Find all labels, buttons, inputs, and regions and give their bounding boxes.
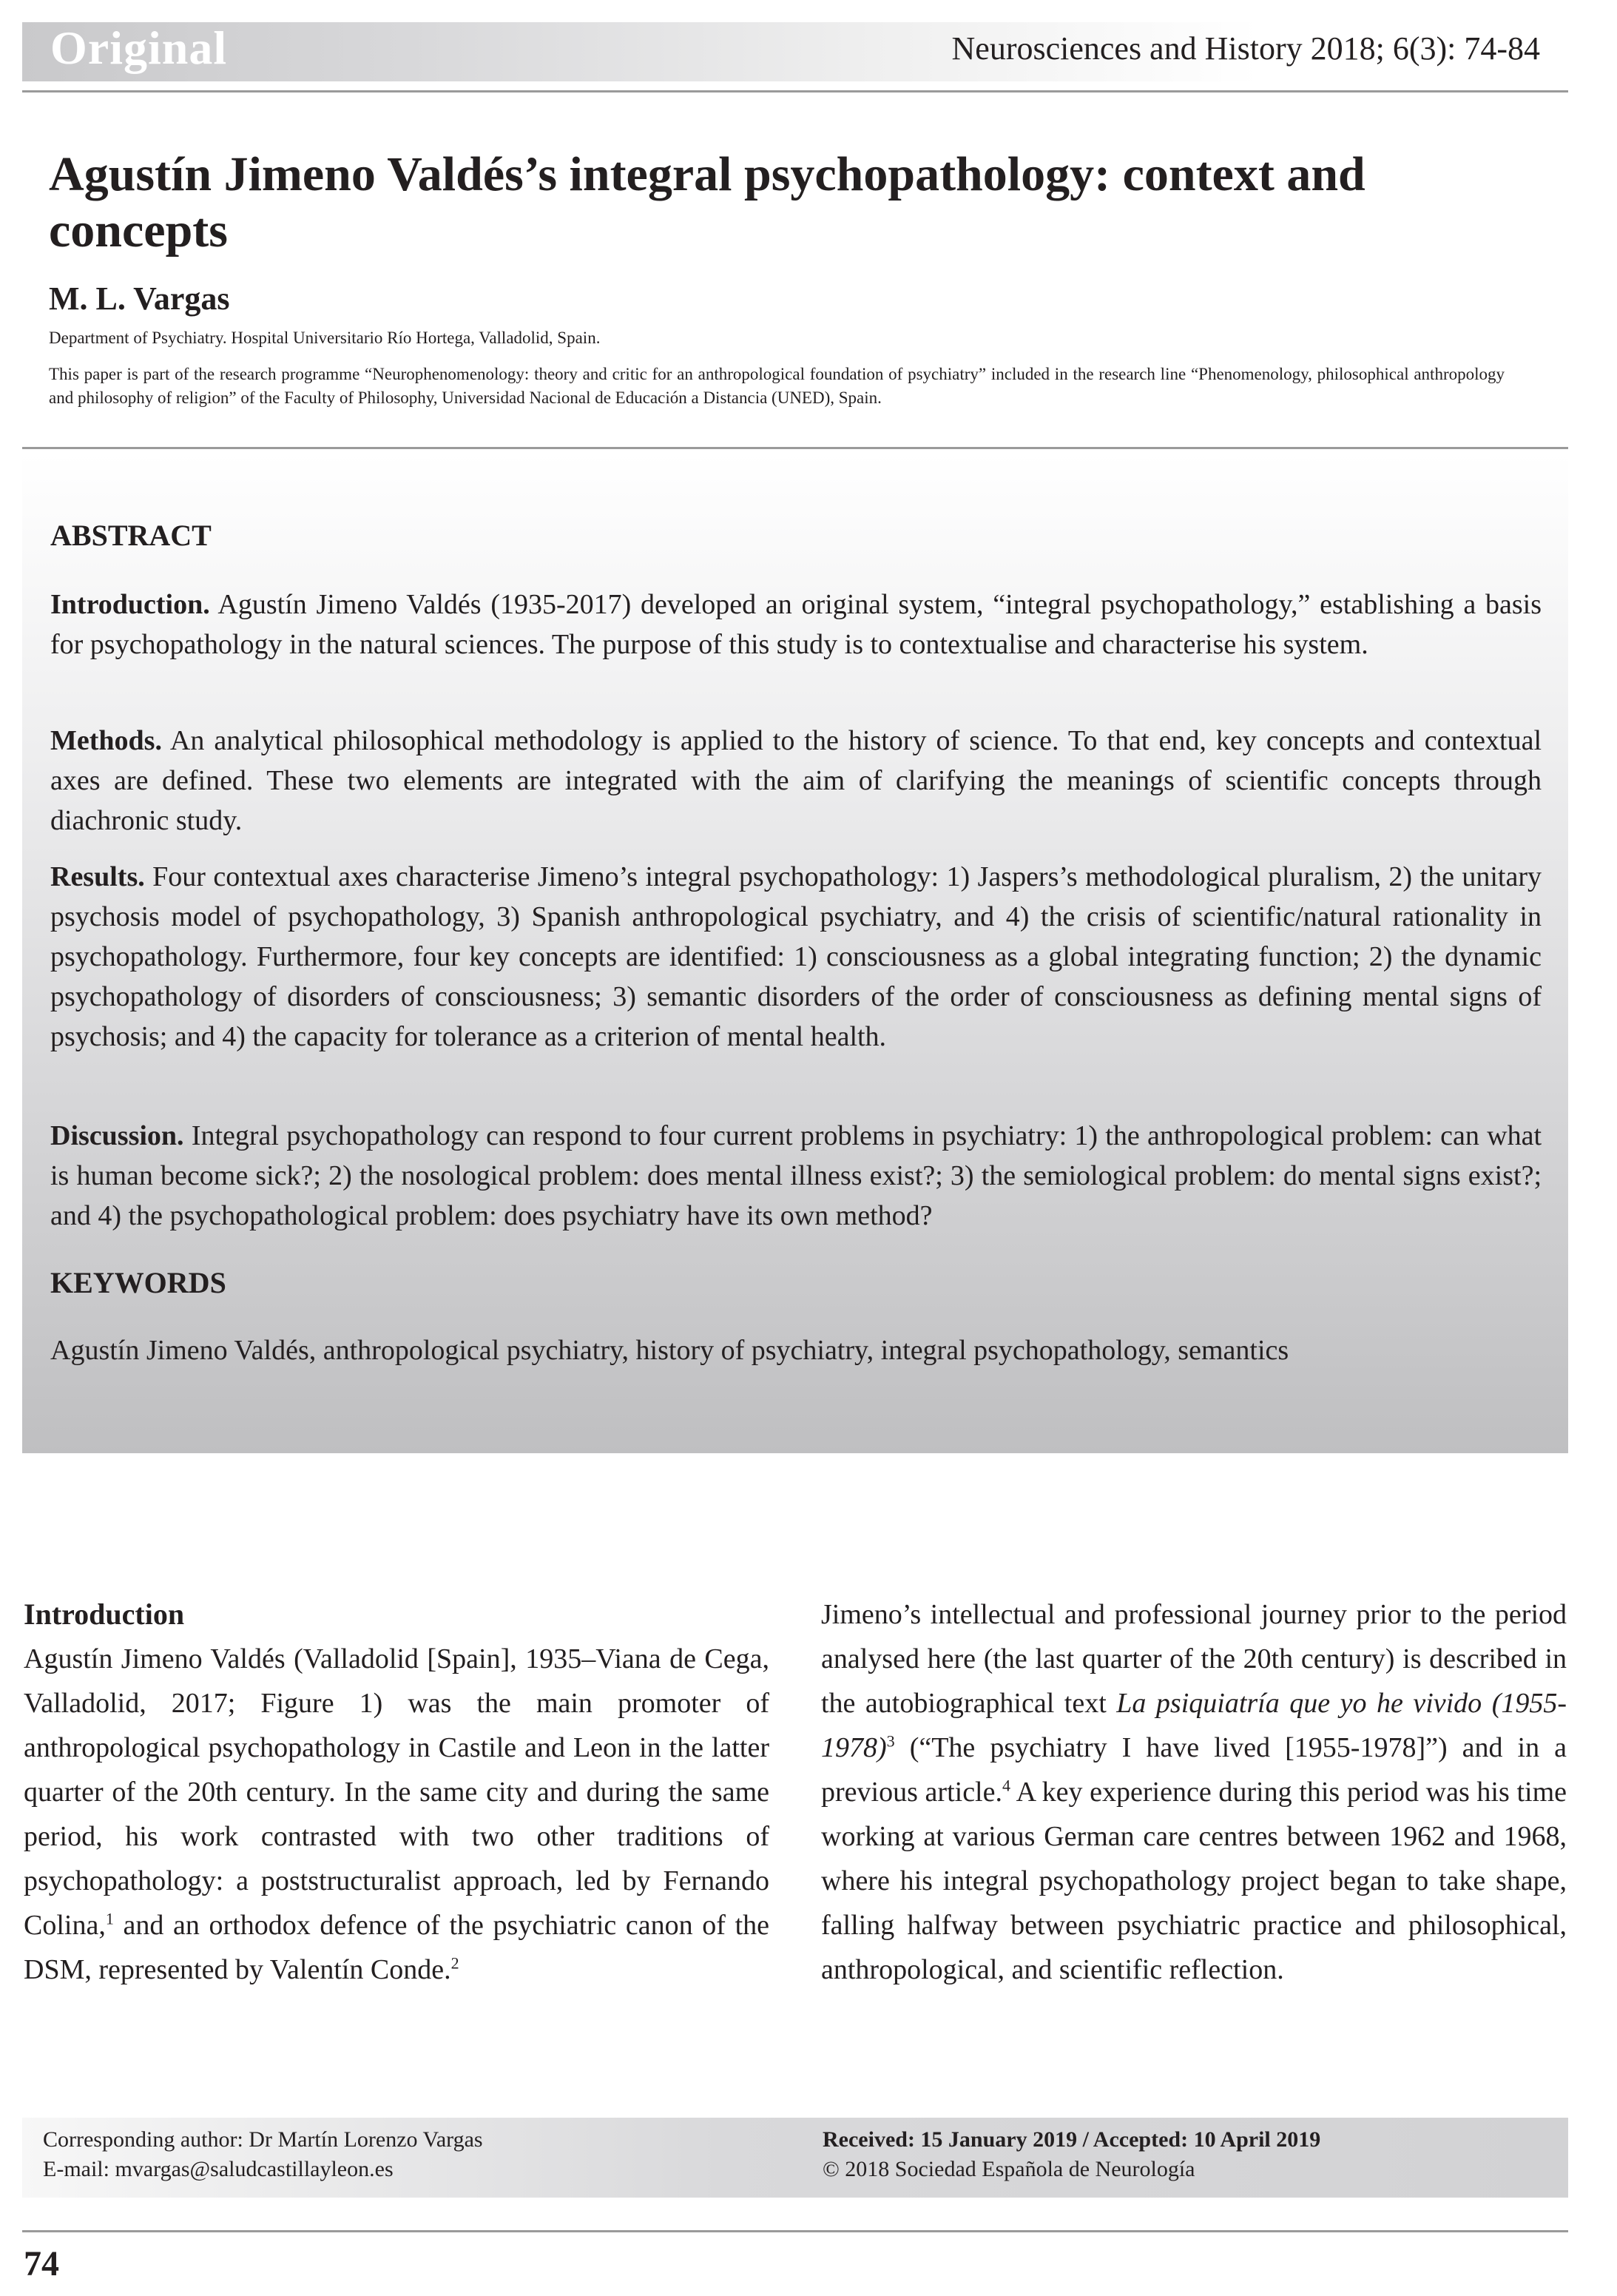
corresponding-author-block bbox=[43, 2125, 483, 2184]
abstract-methods-label: Methods. bbox=[50, 725, 162, 756]
reference-marker[interactable]: 1 bbox=[105, 1909, 114, 1928]
article-type-tag: Original bbox=[50, 21, 228, 74]
divider bbox=[22, 2230, 1568, 2232]
author-name: M. L. Vargas bbox=[49, 280, 230, 317]
programme-note: This paper is part of the research programme “Neurophenomenology: theory and critic for an anthropological foundation of psychiatry” included in the research line “Phenomenology, philosophical anthropology and philosophy of religion” of the Faculty of Philosophy, Universidad Nacional de Educación a Distancia (UNED), Spain. bbox=[49, 365, 1505, 407]
body-text: Agustín Jimeno Valdés (Valladolid [Spain], 1935–Viana de Cega, Valladolid, 2017; Figure 1) was the main promoter of anthropological psychopathology in Castile and Leon in the latter quarter of the 20th century. In the same city and during the same period, his work contrasted with two other traditions of psychopathology: a poststructuralist approach, led by Fernando Colina, bbox=[24, 1643, 769, 1941]
abstract-methods-text: An analytical philosophical methodology is applied to the history of science. To that end, key concepts and contextual axes are defined. These two elements are integrated with the aim of clarifying the meanings of scientific concepts through diachronic study. bbox=[50, 725, 1542, 836]
body-text: A key experience during this period was his time working at various German care centres between 1962 and 1968, where his integral psychopathology project began to take shape, falling halfway between psychiatric practice and philosophical, anthropological, and scientific reflection. bbox=[821, 1777, 1567, 1985]
body-paragraph bbox=[821, 1592, 1567, 1992]
corresponding-author: Corresponding author: Dr Martín Lorenzo Vargas bbox=[43, 2127, 483, 2152]
received-accepted-dates: Received: 15 January 2019 / Accepted: 10 April 2019 bbox=[823, 2127, 1321, 2152]
copyright-notice: © 2018 Sociedad Española de Neurología bbox=[823, 2157, 1195, 2181]
body-column-left bbox=[24, 1592, 769, 1992]
body-paragraph bbox=[24, 1637, 769, 1992]
abstract-results-text: Four contextual axes characterise Jimeno’s integral psychopathology: 1) Jaspers’s methodological pluralism, 2) the unitary psychosis model of psychopathology, 3) Spanish anthropological psychiatry, and 4) the crisis of scientific/natural rationality in psychopathology. Furthermore, four key concepts are identified: 1) consciousness as a global integrating function; 2) the dynamic psychopathology of disorders of consciousness; 3) semantic disorders of the order of consciousness as defining mental signs of psychosis; and 4) the capacity for tolerance as a criterion of mental health. bbox=[50, 861, 1542, 1052]
page-number: 74 bbox=[24, 2244, 59, 2283]
abstract-methods bbox=[50, 721, 1542, 841]
keywords-heading: KEYWORDS bbox=[50, 1266, 226, 1299]
author-affiliation: Department of Psychiatry. Hospital Universitario Río Hortega, Valladolid, Spain. bbox=[49, 329, 601, 347]
abstract-intro-text: Agustín Jimeno Valdés (1935-2017) developed an original system, “integral psychopathology,” establishing a basis for psychopathology in the natural sciences. The purpose of this study is to contextualise and characterise his system. bbox=[50, 589, 1542, 660]
abstract-heading: ABSTRACT bbox=[50, 519, 212, 552]
article-title: Agustín Jimeno Valdés’s integral psychopathology: context and concepts bbox=[49, 147, 1365, 257]
reference-marker[interactable]: 2 bbox=[450, 1953, 459, 1973]
reference-marker[interactable]: 4 bbox=[1002, 1776, 1010, 1795]
divider bbox=[22, 447, 1568, 449]
abstract-intro-label: Introduction. bbox=[50, 589, 210, 620]
author-email[interactable]: E-mail: mvargas@saludcastillayleon.es bbox=[43, 2157, 394, 2181]
book-title: La psiquiatría que yo he vivido (1955-1978) bbox=[821, 1688, 1567, 1763]
section-heading-introduction: Introduction bbox=[24, 1598, 185, 1631]
abstract-results bbox=[50, 857, 1542, 1057]
abstract-discussion-text: Integral psychopathology can respond to four current problems in psychiatry: 1) the anthropological problem: can what is human become sick?; 2) the nosological problem: does mental illness exist?; 3) the semiological problem: do mental signs exist?; and 4) the psychopathological problem: does psychiatry have its own method? bbox=[50, 1120, 1542, 1231]
abstract-discussion-label: Discussion. bbox=[50, 1120, 184, 1151]
body-text: and an orthodox defence of the psychiatric canon of the DSM, represented by Valentín Conde. bbox=[24, 1910, 770, 1985]
journal-citation: Neurosciences and History 2018; 6(3): 74-84 bbox=[951, 30, 1540, 67]
body-text: (“The psychiatry I have lived [1955-1978]”) and in a previous article. bbox=[821, 1732, 1567, 1808]
body-column-right bbox=[821, 1592, 1567, 1992]
abstract-results-label: Results. bbox=[50, 861, 145, 892]
keywords-text: Agustín Jimeno Valdés, anthropological psychiatry, history of psychiatry, integral psychopathology, semantics bbox=[50, 1335, 1289, 1366]
abstract-introduction bbox=[50, 585, 1542, 664]
body-text: Jimeno’s intellectual and professional journey prior to the period analysed here (the last quarter of the 20th century) is described in the autobiographical text bbox=[821, 1599, 1567, 1719]
publication-dates-block bbox=[823, 2125, 1320, 2184]
reference-marker[interactable]: 3 bbox=[886, 1731, 895, 1751]
abstract-discussion bbox=[50, 1116, 1542, 1236]
divider bbox=[22, 90, 1568, 92]
